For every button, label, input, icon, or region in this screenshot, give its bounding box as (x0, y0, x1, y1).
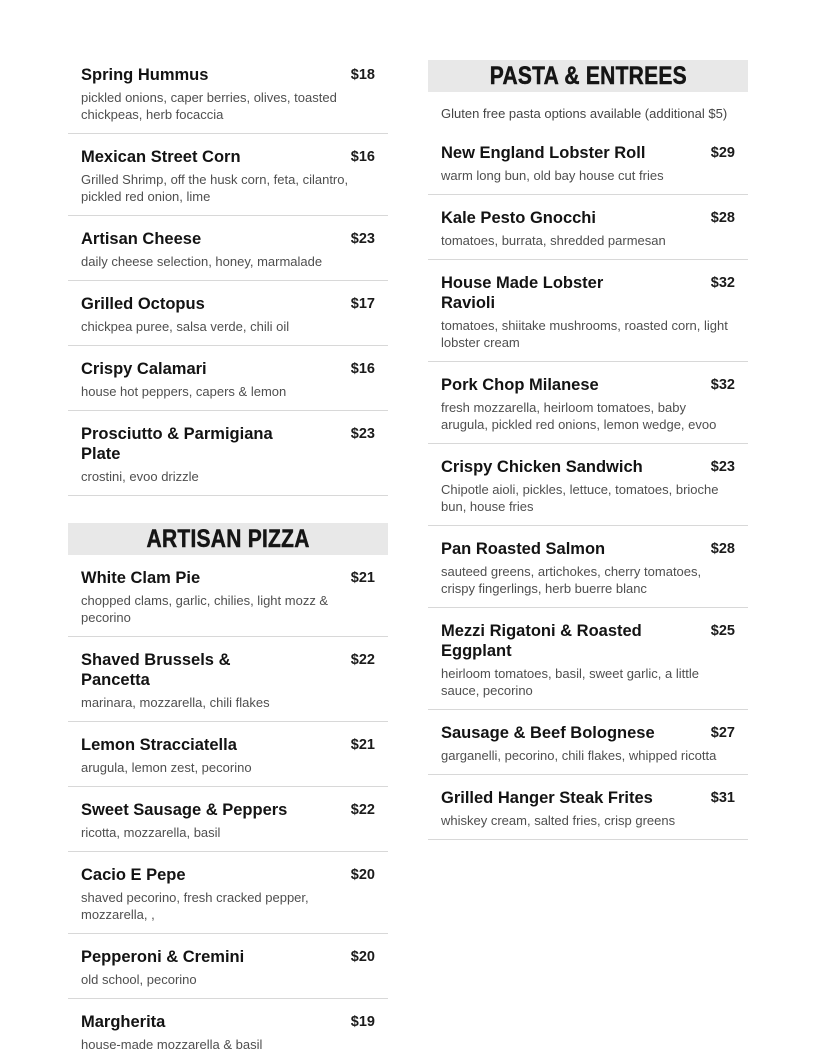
menu-item-price: $32 (710, 275, 735, 291)
menu-item-price: $21 (350, 737, 375, 753)
menu-item-description: daily cheese selection, honey, marmalade (81, 254, 323, 269)
menu-item-description: ricotta, mozzarella, basil (81, 825, 221, 840)
menu-item-name: White Clam Pie (81, 569, 201, 587)
menu-item-price: $23 (350, 426, 375, 442)
menu-item-description: house hot peppers, capers & lemon (81, 384, 287, 399)
menu-item-name: Grilled Octopus (81, 295, 205, 313)
menu-column-right (428, 60, 748, 840)
menu-item-name: Sausage & Beef Bolognese (441, 724, 655, 742)
menu-item-description: whiskey cream, salted fries, crisp greens (441, 813, 676, 828)
menu-item (428, 710, 748, 775)
menu-item-description: garganelli, pecorino, chili flakes, whipped ricotta (441, 748, 717, 763)
section-title: ARTISAN PIZZA (146, 524, 310, 553)
menu-item-price: $27 (710, 725, 735, 741)
menu-item (68, 722, 388, 787)
menu-item-name: Spring Hummus (81, 66, 209, 84)
menu-item-name: New England Lobster Roll (441, 144, 646, 162)
pizza-list (68, 555, 388, 1056)
starters-list (68, 52, 388, 496)
menu-item (68, 52, 388, 134)
pasta-entrees-list (428, 130, 748, 840)
menu-item (428, 130, 748, 195)
menu-item (428, 444, 748, 526)
gluten-free-note: Gluten free pasta options available (additional $5) (441, 106, 728, 121)
menu-item-name: Pepperoni & Cremini (81, 948, 245, 966)
menu-item (68, 216, 388, 281)
menu-item-price: $17 (350, 296, 375, 312)
menu-item-name: Margherita (81, 1013, 166, 1031)
menu-item-price: $23 (710, 459, 735, 475)
menu-item-description: old school, pecorino (81, 972, 197, 987)
menu-item-name: Mezzi Rigatoni & Roasted Eggplant (441, 622, 642, 660)
menu-item (68, 637, 388, 722)
menu-item-description: tomatoes, shiitake mushrooms, roasted corn, light lobster cream (441, 318, 728, 350)
section-title: PASTA & ENTREES (489, 61, 687, 90)
menu-item-description: fresh mozzarella, heirloom tomatoes, baby arugula, pickled red onions, lemon wedge, evoo (441, 400, 717, 432)
menu-item-description: house-made mozzarella & basil (81, 1037, 263, 1052)
menu-item (68, 411, 388, 496)
menu-item (428, 608, 748, 710)
menu-item-description: warm long bun, old bay house cut fries (441, 168, 664, 183)
menu-item-name: Crispy Chicken Sandwich (441, 458, 643, 476)
menu-item (428, 526, 748, 608)
menu-item-description: pickled onions, caper berries, olives, toasted chickpeas, herb focaccia (81, 90, 337, 122)
menu-item-description: marinara, mozzarella, chili flakes (81, 695, 270, 710)
menu-item-price: $25 (710, 623, 735, 639)
menu-item-description: heirloom tomatoes, basil, sweet garlic, a little sauce, pecorino (441, 666, 699, 698)
menu-item-price: $22 (350, 802, 375, 818)
menu-item-name: Grilled Hanger Steak Frites (441, 789, 653, 807)
menu-item-name: Crispy Calamari (81, 360, 207, 378)
menu-item (68, 134, 388, 216)
menu-item (428, 195, 748, 260)
menu-item-name: House Made Lobster Ravioli (441, 274, 604, 312)
section-header-artisan-pizza (68, 523, 388, 555)
menu-item-name: Lemon Stracciatella (81, 736, 237, 754)
menu-item-description: sauteed greens, artichokes, cherry tomatoes, crispy fingerlings, herb buerre blanc (441, 564, 702, 596)
menu-item-name: Shaved Brussels & Pancetta (81, 651, 231, 689)
menu-item-description: Grilled Shrimp, off the husk corn, feta, cilantro, pickled red onion, lime (81, 172, 349, 204)
section-header-pasta-entrees (428, 60, 748, 92)
menu-item (68, 555, 388, 637)
menu-item-price: $16 (350, 149, 375, 165)
menu-item-description: Chipotle aioli, pickles, lettuce, tomatoes, brioche bun, house fries (441, 482, 719, 514)
menu-column-left (68, 52, 388, 1056)
menu-item-price: $28 (710, 541, 735, 557)
menu-item (68, 787, 388, 852)
menu-item-name: Prosciutto & Parmigiana Plate (81, 425, 273, 463)
menu-item-price: $21 (350, 570, 375, 586)
menu-item-price: $18 (350, 67, 375, 83)
menu-item-price: $20 (350, 867, 375, 883)
menu-item (428, 362, 748, 444)
menu-item-price: $28 (710, 210, 735, 226)
menu-item-price: $29 (710, 145, 735, 161)
menu-item-description: arugula, lemon zest, pecorino (81, 760, 252, 775)
menu-item (68, 999, 388, 1056)
menu-item (428, 775, 748, 840)
menu-item-description: crostini, evoo drizzle (81, 469, 199, 484)
menu-item (68, 281, 388, 346)
menu-item (68, 934, 388, 999)
menu-item-description: chickpea puree, salsa verde, chili oil (81, 319, 290, 334)
menu-item-name: Kale Pesto Gnocchi (441, 209, 596, 227)
menu-item-name: Pan Roasted Salmon (441, 540, 606, 558)
menu-item (68, 346, 388, 411)
menu-item-price: $23 (350, 231, 375, 247)
menu-item-name: Artisan Cheese (81, 230, 202, 248)
menu-item-description: chopped clams, garlic, chilies, light mozz & pecorino (81, 593, 329, 625)
menu-item (428, 260, 748, 362)
menu-item-price: $19 (350, 1014, 375, 1030)
menu-item (68, 852, 388, 934)
menu-item-price: $22 (350, 652, 375, 668)
menu-item-description: tomatoes, burrata, shredded parmesan (441, 233, 666, 248)
menu-item-price: $20 (350, 949, 375, 965)
menu-item-price: $31 (710, 790, 735, 806)
menu-item-description: shaved pecorino, fresh cracked pepper, mozzarella, , (81, 890, 309, 922)
menu-item-name: Mexican Street Corn (81, 148, 241, 166)
menu-item-price: $16 (350, 361, 375, 377)
menu-item-name: Pork Chop Milanese (441, 376, 599, 394)
menu-item-price: $32 (710, 377, 735, 393)
menu-item-name: Cacio E Pepe (81, 866, 186, 884)
menu-item-name: Sweet Sausage & Peppers (81, 801, 288, 819)
